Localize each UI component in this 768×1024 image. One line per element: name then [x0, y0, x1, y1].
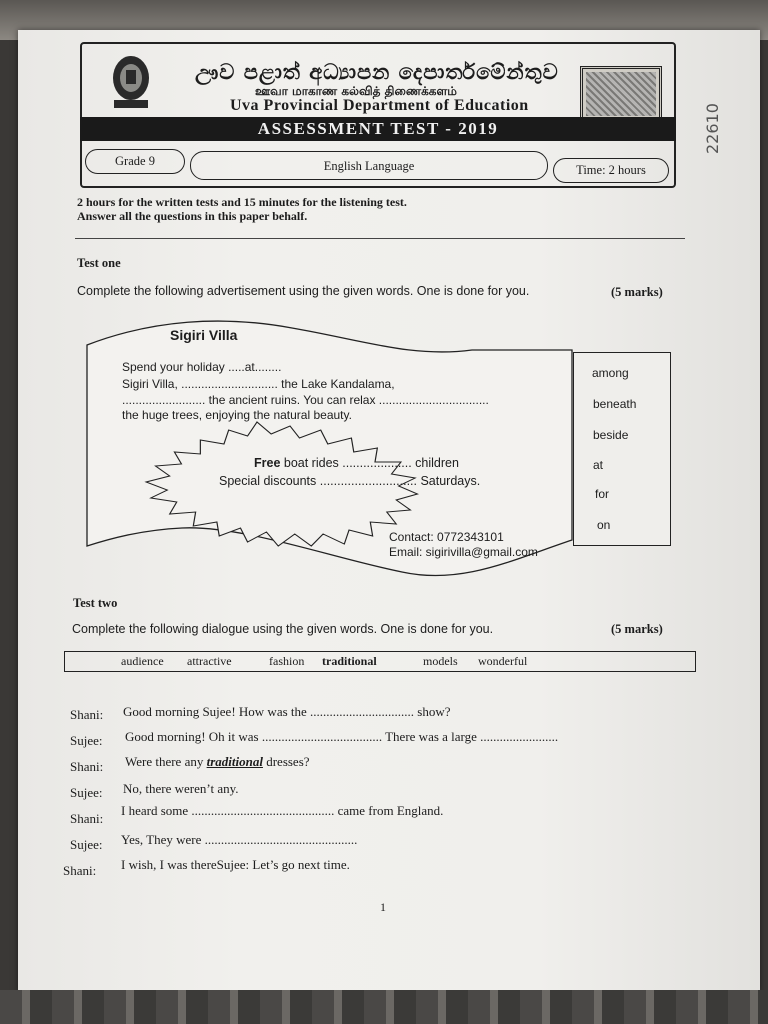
grade-label: Grade 9: [85, 149, 185, 174]
tamil-title: ஊவா மாகாண கல்வித் திணைக்களம்: [255, 84, 457, 98]
speaker-label: Sujee:: [70, 837, 103, 852]
dialogue-line: Were there any traditional dresses?: [125, 754, 310, 769]
test-one-marks: (5 marks): [611, 285, 663, 299]
exam-title: ASSESSMENT TEST - 2019: [80, 117, 676, 141]
word-option: wonderful: [478, 654, 528, 668]
word-box: [573, 352, 671, 546]
advertisement-banner: [82, 310, 582, 585]
page-number: 1: [380, 900, 386, 914]
speaker-label: Sujee:: [70, 785, 103, 800]
ad-title: Sigiri Villa: [170, 327, 238, 343]
ad-contact: Contact: 0772343101: [389, 530, 504, 544]
ad-line-2: Sigiri Villa, ............................. the Lake Kandalama,: [122, 377, 395, 391]
test-two-marks: (5 marks): [611, 622, 663, 636]
word-option: beside: [593, 428, 629, 442]
provincial-emblem-icon: [108, 52, 154, 110]
ad-line-1: Spend your holiday .....at........: [122, 360, 282, 374]
word-option: among: [592, 366, 629, 380]
dialogue-line: I heard some ............................................ came from England.: [121, 803, 444, 818]
word-option: models: [423, 654, 458, 668]
test-one-heading: Test one: [77, 256, 121, 270]
speaker-label: Sujee:: [70, 733, 103, 748]
test-two-heading: Test two: [73, 596, 118, 610]
ad-offer-2: Special discounts ............................ Saturdays.: [219, 474, 481, 488]
ad-offer-1: Free boat rides .................... children: [254, 456, 459, 470]
dialogue-line: I wish, I was thereSujee: Let’s go next time.: [121, 857, 350, 872]
speaker-label: Shani:: [70, 707, 104, 722]
dialogue-line: Good morning! Oh it was ..................................... There was a large ........................: [125, 729, 559, 744]
ad-line-4: the huge trees, enjoying the natural beauty.: [122, 408, 352, 422]
sinhala-title: ඌව පළාත් අධ්‍යාපන දෙපාර්තමේන්තුව: [195, 60, 559, 84]
background-bottom: [0, 990, 768, 1024]
word-option: audience: [121, 654, 164, 668]
divider: [75, 238, 685, 239]
speaker-label: Shani:: [70, 759, 104, 774]
instruction-line-2: Answer all the questions in this paper behalf.: [77, 209, 308, 223]
svg-text:22610: 22610: [703, 103, 722, 154]
speaker-label: Shani:: [63, 863, 97, 878]
word-option: beneath: [593, 397, 637, 411]
dialogue-line: Yes, They were ...............................................: [121, 832, 358, 847]
test-one-question: Complete the following advertisement using the given words. One is done for you.: [77, 284, 530, 298]
instruction-line-1: 2 hours for the written tests and 15 minutes for the listening test.: [77, 195, 407, 209]
ad-line-3: ......................... the ancient ruins. You can relax .................................: [122, 393, 489, 407]
speaker-label: Shani:: [70, 811, 104, 826]
ad-email: Email: sigirivilla@gmail.com: [389, 545, 538, 559]
test-two-question: Complete the following dialogue using the given words. One is done for you.: [72, 622, 494, 636]
time-label: Time: 2 hours: [553, 158, 669, 183]
word-option: attractive: [187, 654, 232, 668]
dialogue-line: Good morning Sujee! How was the ................................ show?: [123, 704, 451, 719]
dialogue-line: No, there weren’t any.: [123, 781, 239, 796]
department-title: Uva Provincial Department of Education: [230, 97, 529, 114]
serial-number: [690, 82, 730, 162]
word-option: for: [595, 487, 610, 501]
word-option: traditional: [322, 654, 377, 668]
word-option: fashion: [269, 654, 305, 668]
subject-label: English Language: [190, 151, 548, 180]
word-option: at: [593, 458, 604, 472]
seal-artwork: [586, 72, 656, 116]
word-option: on: [597, 518, 611, 532]
